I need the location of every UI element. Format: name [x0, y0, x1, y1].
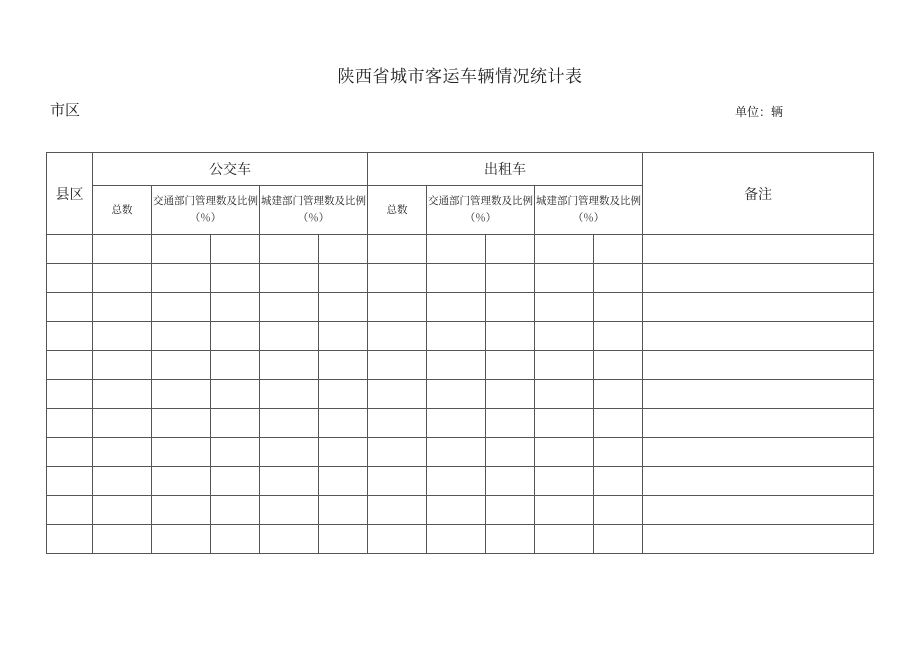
table-row — [47, 293, 874, 322]
table-cell[interactable] — [319, 322, 368, 351]
table-cell[interactable] — [427, 525, 486, 554]
remark-header: 备注 — [643, 153, 874, 235]
table-row — [47, 322, 874, 351]
table-cell[interactable] — [211, 467, 260, 496]
table-cell[interactable] — [535, 496, 594, 525]
table-cell[interactable] — [211, 351, 260, 380]
table-cell[interactable] — [594, 235, 643, 264]
table-cell[interactable] — [427, 322, 486, 351]
table-cell[interactable] — [594, 264, 643, 293]
table-cell[interactable] — [93, 235, 152, 264]
table-cell[interactable] — [594, 351, 643, 380]
table-cell[interactable] — [152, 264, 211, 293]
table-cell[interactable] — [93, 467, 152, 496]
table-cell[interactable] — [152, 322, 211, 351]
table-cell[interactable] — [319, 409, 368, 438]
table-cell[interactable] — [486, 264, 535, 293]
table-row — [47, 467, 874, 496]
table-row — [47, 380, 874, 409]
table-cell[interactable] — [93, 293, 152, 322]
table-cell[interactable] — [260, 264, 319, 293]
table-cell[interactable] — [486, 322, 535, 351]
table-row — [47, 438, 874, 467]
taxi-header: 出租车 — [368, 153, 643, 186]
table-cell[interactable] — [643, 409, 874, 438]
table-cell[interactable] — [211, 264, 260, 293]
table-cell[interactable] — [535, 293, 594, 322]
table-cell[interactable] — [368, 496, 427, 525]
table-cell[interactable] — [368, 351, 427, 380]
table-cell[interactable] — [319, 467, 368, 496]
table-cell[interactable] — [486, 351, 535, 380]
table-cell[interactable] — [47, 293, 93, 322]
table-cell[interactable] — [535, 235, 594, 264]
table-cell[interactable] — [211, 525, 260, 554]
taxi-construction-dept-header: 城建部门管理数及比例（％） — [535, 186, 643, 235]
table-cell[interactable] — [535, 467, 594, 496]
table-cell[interactable] — [486, 496, 535, 525]
table-cell[interactable] — [47, 467, 93, 496]
table-cell[interactable] — [93, 380, 152, 409]
table-cell[interactable] — [47, 264, 93, 293]
table-cell[interactable] — [47, 496, 93, 525]
table-cell[interactable] — [594, 293, 643, 322]
table-cell[interactable] — [368, 293, 427, 322]
table-cell[interactable] — [486, 293, 535, 322]
table-cell[interactable] — [93, 264, 152, 293]
table-cell[interactable] — [152, 380, 211, 409]
table-cell[interactable] — [643, 525, 874, 554]
table-cell[interactable] — [535, 264, 594, 293]
table-cell[interactable] — [260, 496, 319, 525]
table-cell[interactable] — [211, 496, 260, 525]
table-cell[interactable] — [368, 525, 427, 554]
table-cell[interactable] — [319, 293, 368, 322]
table-cell[interactable] — [486, 409, 535, 438]
table-cell[interactable] — [152, 351, 211, 380]
table-cell[interactable] — [427, 264, 486, 293]
bus-header: 公交车 — [93, 153, 368, 186]
table-cell[interactable] — [643, 467, 874, 496]
table-cell[interactable] — [368, 380, 427, 409]
table-cell[interactable] — [260, 380, 319, 409]
unit-label: 单位：辆 — [735, 105, 784, 119]
table-cell[interactable] — [152, 496, 211, 525]
table-row — [47, 409, 874, 438]
table-cell[interactable] — [211, 438, 260, 467]
table-cell[interactable] — [594, 322, 643, 351]
table-row — [47, 235, 874, 264]
table-cell[interactable] — [260, 322, 319, 351]
table-cell[interactable] — [486, 380, 535, 409]
table-cell[interactable] — [368, 322, 427, 351]
table-cell[interactable] — [368, 438, 427, 467]
table-cell[interactable] — [211, 235, 260, 264]
table-cell[interactable] — [535, 525, 594, 554]
document-title: 陕西省城市客运车辆情况统计表 — [337, 67, 583, 87]
county-header: 县区 — [47, 153, 93, 235]
table-cell[interactable] — [643, 438, 874, 467]
table-cell[interactable] — [47, 380, 93, 409]
table-cell[interactable] — [319, 380, 368, 409]
table-cell[interactable] — [643, 293, 874, 322]
table-cell[interactable] — [260, 438, 319, 467]
table-cell[interactable] — [93, 525, 152, 554]
table-cell[interactable] — [47, 235, 93, 264]
table-cell[interactable] — [211, 293, 260, 322]
table-cell[interactable] — [594, 380, 643, 409]
table-cell[interactable] — [427, 351, 486, 380]
table-cell[interactable] — [211, 380, 260, 409]
table-cell[interactable] — [47, 322, 93, 351]
table-cell[interactable] — [260, 467, 319, 496]
table-cell[interactable] — [535, 351, 594, 380]
table-cell[interactable] — [427, 409, 486, 438]
bus-construction-dept-header: 城建部门管理数及比例（％） — [260, 186, 368, 235]
table-cell[interactable] — [486, 467, 535, 496]
table-cell[interactable] — [319, 525, 368, 554]
table-cell[interactable] — [594, 467, 643, 496]
table-cell[interactable] — [535, 438, 594, 467]
table-row — [47, 264, 874, 293]
table-cell[interactable] — [152, 438, 211, 467]
table-cell[interactable] — [427, 438, 486, 467]
bus-transport-dept-header: 交通部门管理数及比例（％） — [152, 186, 260, 235]
table-cell[interactable] — [535, 380, 594, 409]
table-cell[interactable] — [93, 409, 152, 438]
table-row — [47, 525, 874, 554]
table-cell[interactable] — [427, 380, 486, 409]
table-cell[interactable] — [260, 235, 319, 264]
statistics-table — [46, 152, 874, 554]
table-cell[interactable] — [260, 525, 319, 554]
table-cell[interactable] — [427, 235, 486, 264]
table-cell[interactable] — [368, 409, 427, 438]
table-cell[interactable] — [93, 438, 152, 467]
table-cell[interactable] — [319, 496, 368, 525]
table-cell[interactable] — [427, 496, 486, 525]
table-cell[interactable] — [93, 322, 152, 351]
table-cell[interactable] — [319, 235, 368, 264]
header-row-1 — [47, 153, 874, 186]
table-cell[interactable] — [47, 525, 93, 554]
table-cell[interactable] — [319, 438, 368, 467]
table-cell[interactable] — [486, 525, 535, 554]
table-cell[interactable] — [368, 235, 427, 264]
table-cell[interactable] — [319, 264, 368, 293]
table-cell[interactable] — [594, 438, 643, 467]
table-cell[interactable] — [594, 409, 643, 438]
table-cell[interactable] — [152, 293, 211, 322]
bus-total-header: 总数 — [93, 186, 152, 235]
table-cell[interactable] — [260, 409, 319, 438]
table-cell[interactable] — [93, 351, 152, 380]
table-cell[interactable] — [368, 467, 427, 496]
table-cell[interactable] — [486, 438, 535, 467]
table-row — [47, 351, 874, 380]
table-cell[interactable] — [260, 351, 319, 380]
table-cell[interactable] — [152, 467, 211, 496]
table-cell[interactable] — [47, 351, 93, 380]
table-cell[interactable] — [319, 351, 368, 380]
table-cell[interactable] — [427, 467, 486, 496]
table-cell[interactable] — [643, 351, 874, 380]
table-cell[interactable] — [47, 409, 93, 438]
region-label: 市区 — [50, 101, 81, 119]
table-cell[interactable] — [211, 409, 260, 438]
table-cell[interactable] — [211, 322, 260, 351]
table-cell[interactable] — [93, 496, 152, 525]
table-cell[interactable] — [643, 322, 874, 351]
table-cell[interactable] — [535, 322, 594, 351]
table-cell[interactable] — [643, 380, 874, 409]
table-cell[interactable] — [260, 293, 319, 322]
taxi-total-header: 总数 — [368, 186, 427, 235]
table-cell[interactable] — [152, 525, 211, 554]
table-cell[interactable] — [643, 496, 874, 525]
table-cell[interactable] — [486, 235, 535, 264]
table-cell[interactable] — [535, 409, 594, 438]
table-cell[interactable] — [47, 438, 93, 467]
table-row — [47, 496, 874, 525]
table-cell[interactable] — [368, 264, 427, 293]
table-cell[interactable] — [643, 235, 874, 264]
table-cell[interactable] — [594, 496, 643, 525]
table-cell[interactable] — [427, 293, 486, 322]
table-cell[interactable] — [594, 525, 643, 554]
taxi-transport-dept-header: 交通部门管理数及比例（％） — [427, 186, 535, 235]
table-cell[interactable] — [152, 235, 211, 264]
table-cell[interactable] — [152, 409, 211, 438]
table-cell[interactable] — [643, 264, 874, 293]
